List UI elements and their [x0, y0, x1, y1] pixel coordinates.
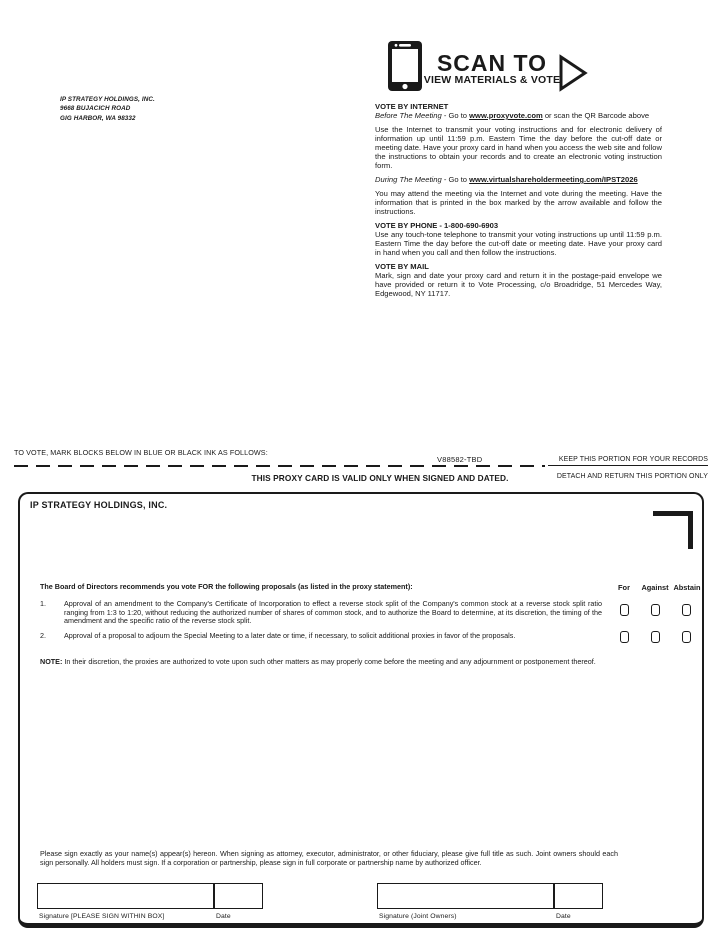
sender-address [60, 95, 155, 123]
signature-box-primary[interactable] [37, 883, 263, 909]
signature-left-underline [37, 923, 347, 924]
view-materials-line: VIEW MATERIALS & VOTE [423, 74, 561, 86]
scan-to-line: SCAN TO [436, 50, 548, 76]
during-meeting-line [375, 175, 662, 184]
proposal-2-text: Approval of a proposal to adjourn the Special Meeting to a later date or time, if necessary, to solicit additional proxies in favor of the proposals. [64, 631, 516, 640]
proposal-2-row [40, 632, 602, 641]
detach-portion-note: DETACH AND RETURN THIS PORTION ONLY [556, 473, 708, 480]
signature-date-divider [213, 884, 215, 908]
discretion-note [40, 658, 618, 667]
note-body: In their discretion, the proxies are authorized to vote upon such other matters as may properly come before the meeting and any adjournment or postponement thereof. [62, 657, 596, 666]
keep-portion-note: KEEP THIS PORTION FOR YOUR RECORDS [548, 456, 708, 466]
signature-right-underline [377, 923, 693, 924]
signature-left-label: Signature [PLEASE SIGN WITHIN BOX] [39, 913, 165, 920]
proposal-1-abstain-checkbox[interactable] [682, 604, 691, 616]
before-meeting-tail: or scan the QR Barcode above [542, 111, 650, 120]
proposal-1-row [40, 600, 602, 626]
triangle-right-icon [557, 54, 589, 97]
proposal-2-for-checkbox[interactable] [620, 631, 629, 643]
proposal-1-for-checkbox[interactable] [620, 604, 629, 616]
column-header-for: For [618, 583, 630, 592]
mark-blocks-instruction: TO VOTE, MARK BLOCKS BELOW IN BLUE OR BLACK INK AS FOLLOWS: [14, 448, 268, 457]
signature-box-joint[interactable] [377, 883, 603, 909]
proposal-2-number: 2. [40, 631, 46, 640]
note-label: NOTE: [40, 657, 63, 666]
sender-line-1: IP STRATEGY HOLDINGS, INC. [60, 96, 155, 103]
valid-when-signed-note: THIS PROXY CARD IS VALID ONLY WHEN SIGNED AND DATED. [251, 473, 509, 483]
proposal-1-against-checkbox[interactable] [651, 604, 660, 616]
phone-icon [386, 40, 424, 92]
proposal-1-text: Approval of an amendment to the Company's Certificate of Incorporation to effect a reverse stock split of the Company's common stock at a reverse stock split ratio ranging from 1:3 to 1:20, without reducing the authorized number of shares of common stock, and to authorize the Board to determine, at its discretion, the timing of the amendment and the specific ratio of the reverse stock split. [64, 599, 602, 626]
mail-body: Mark, sign and date your proxy card and return it in the postage-paid envelope we have provided or return it to Vote Processing, c/o Broadridge, 51 Mercedes Way, Edgewood, NY 11717. [375, 271, 662, 298]
proposal-1-number: 1. [40, 599, 46, 608]
sender-line-2: 9668 BUJACICH ROAD [60, 105, 131, 113]
signature-date-divider [553, 884, 555, 908]
vote-by-phone-heading: VOTE BY PHONE - 1-800-690-6903 [375, 221, 499, 230]
internet-body: Use the Internet to transmit your voting instructions and for electronic delivery of information up until 11:59 p.m. Eastern Time the day before the cut-off date or meeting date. Have your proxy card in hand when you access the web site and follow the instructions to obtain your records and to create an electronic voting instruction form. [375, 125, 662, 170]
phone-body: Use any touch-tone telephone to transmit your voting instructions up until 11:59 p.m. Eastern Time the day before the cut-off date or meeting date. Have your proxy card in hand when you call and then follow the instructions. [375, 230, 662, 257]
perforation-dashed-line [14, 465, 545, 467]
proxyvote-link[interactable]: www.proxyvote.com [469, 111, 543, 120]
corner-bracket-icon [653, 511, 693, 549]
proposal-2-abstain-checkbox[interactable] [682, 631, 691, 643]
before-meeting-lead: Before The Meeting [375, 111, 442, 120]
company-name: IP STRATEGY HOLDINGS, INC. [30, 500, 168, 510]
column-header-against: Against [641, 583, 669, 592]
signature-instructions: Please sign exactly as your name(s) appear(s) hereon. When signing as attorney, executor, administrator, or other fiduciary, please give full title as such. Joint owners should each sign personally. All holders must sign. If a corporation or partnership, please sign in full corporate or partnership name by authorized officer. [40, 849, 618, 867]
proxy-ballot-card [18, 492, 704, 928]
date-right-label: Date [556, 913, 571, 920]
scan-to-vote-label [422, 52, 562, 86]
vote-by-mail-heading: VOTE BY MAIL [375, 262, 429, 271]
board-recommendation: The Board of Directors recommends you vote FOR the following proposals (as listed in the proxy statement): [40, 582, 413, 591]
before-meeting-mid: - Go to [441, 111, 470, 120]
sender-line-3: GIG HARBOR, WA 98332 [60, 114, 136, 122]
during-meeting-mid: - Go to [441, 175, 470, 184]
vote-by-internet-heading: VOTE BY INTERNET [375, 102, 449, 111]
proposal-2-against-checkbox[interactable] [651, 631, 660, 643]
date-left-label: Date [216, 913, 231, 920]
column-header-abstain: Abstain [673, 583, 701, 592]
vote-instructions [375, 102, 662, 298]
virtual-meeting-link[interactable]: www.virtualshareholdermeeting.com/IPST2026 [469, 175, 638, 184]
control-code: V88582-TBD [437, 455, 483, 464]
during-body: You may attend the meeting via the Internet and vote during the meeting. Have the information that is printed in the box marked by the arrow available and follow the instructions. [375, 189, 662, 216]
during-meeting-lead: During The Meeting [375, 175, 442, 184]
before-meeting-line [375, 111, 662, 120]
signature-right-label: Signature (Joint Owners) [379, 913, 457, 920]
